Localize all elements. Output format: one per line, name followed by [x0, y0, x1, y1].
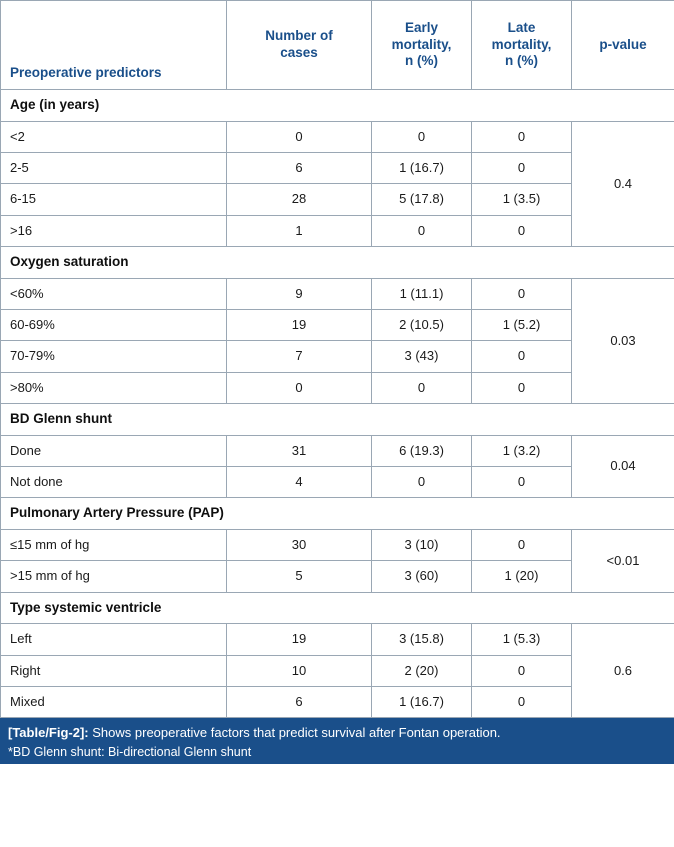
- header-text-pvalue: p-value: [599, 36, 647, 52]
- cell-cases: 10: [227, 655, 372, 686]
- table-body: [1, 90, 674, 718]
- header-text-cases-line2: cases: [280, 45, 318, 60]
- caption-footnote: *BD Glenn shunt: Bi-directional Glenn shunt: [8, 744, 252, 759]
- column-header-predictors: [1, 1, 227, 90]
- cell-cases: 4: [227, 466, 372, 497]
- cell-early: 2 (10.5): [372, 310, 472, 341]
- cell-pvalue: 0.03: [572, 278, 674, 403]
- header-text-cases-line1: Number of: [265, 28, 333, 44]
- cell-late: 0: [472, 686, 572, 717]
- cell-late: 0: [472, 466, 572, 497]
- cell-cases: 28: [227, 184, 372, 215]
- cell-cases: 0: [227, 121, 372, 152]
- row-label: 6-15: [1, 184, 227, 215]
- cell-early: 0: [372, 372, 472, 403]
- section-title: Type systemic ventricle: [1, 592, 674, 624]
- cell-early: 3 (10): [372, 530, 472, 561]
- header-text-early-line3: n (%): [405, 53, 438, 69]
- cell-late: 0: [472, 530, 572, 561]
- column-header-cases: [227, 1, 372, 90]
- cell-late: 0: [472, 278, 572, 309]
- cell-cases: 19: [227, 310, 372, 341]
- header-text-late-line1: Late: [507, 19, 536, 35]
- row-label: Right: [1, 655, 227, 686]
- row-label: ≤15 mm of hg: [1, 530, 227, 561]
- caption-label: [Table/Fig-2]:: [8, 725, 89, 741]
- table-header: [1, 1, 674, 90]
- cell-cases: 6: [227, 153, 372, 184]
- row-label: <60%: [1, 278, 227, 309]
- cell-cases: 6: [227, 686, 372, 717]
- cell-early: 3 (15.8): [372, 624, 472, 655]
- cell-pvalue: 0.04: [572, 435, 674, 498]
- section-row: [1, 403, 674, 435]
- caption-text: Shows preoperative factors that predict survival after Fontan operation.: [92, 725, 501, 741]
- row-label: >16: [1, 215, 227, 246]
- cell-early: 1 (16.7): [372, 686, 472, 717]
- cell-early: 6 (19.3): [372, 435, 472, 466]
- cell-late: 0: [472, 341, 572, 372]
- table-caption: [0, 718, 674, 763]
- cell-cases: 19: [227, 624, 372, 655]
- header-text-predictors: Preoperative predictors: [10, 65, 162, 81]
- cell-early: 1 (16.7): [372, 153, 472, 184]
- column-header-pvalue: [572, 1, 674, 90]
- table-row: [1, 530, 674, 561]
- section-row: [1, 246, 674, 278]
- cell-early: 5 (17.8): [372, 184, 472, 215]
- cell-cases: 31: [227, 435, 372, 466]
- cell-early: 1 (11.1): [372, 278, 472, 309]
- cell-late: 1 (3.5): [472, 184, 572, 215]
- section-title: Pulmonary Artery Pressure (PAP): [1, 498, 674, 530]
- row-label: 70-79%: [1, 341, 227, 372]
- table-row: [1, 624, 674, 655]
- section-row: [1, 90, 674, 122]
- header-text-late-line2: mortality,: [491, 36, 552, 52]
- section-row: [1, 592, 674, 624]
- row-label: >80%: [1, 372, 227, 403]
- cell-early: 0: [372, 466, 472, 497]
- cell-cases: 30: [227, 530, 372, 561]
- column-header-early-mortality: [372, 1, 472, 90]
- cell-late: 1 (5.3): [472, 624, 572, 655]
- cell-late: 0: [472, 153, 572, 184]
- cell-pvalue: 0.4: [572, 121, 674, 246]
- column-header-late-mortality: [472, 1, 572, 90]
- section-row: [1, 498, 674, 530]
- row-label: Mixed: [1, 686, 227, 717]
- row-label: Done: [1, 435, 227, 466]
- cell-cases: 5: [227, 561, 372, 592]
- cell-late: 1 (5.2): [472, 310, 572, 341]
- header-text-early-line2: mortality,: [391, 36, 452, 52]
- cell-pvalue: <0.01: [572, 530, 674, 593]
- row-label: >15 mm of hg: [1, 561, 227, 592]
- cell-cases: 1: [227, 215, 372, 246]
- header-row: [1, 1, 674, 90]
- cell-late: 1 (3.2): [472, 435, 572, 466]
- cell-late: 0: [472, 372, 572, 403]
- section-title: Oxygen saturation: [1, 246, 674, 278]
- header-text-late-line3: n (%): [505, 53, 538, 69]
- cell-early: 2 (20): [372, 655, 472, 686]
- row-label: <2: [1, 121, 227, 152]
- cell-early: 0: [372, 215, 472, 246]
- section-title: Age (in years): [1, 90, 674, 122]
- header-text-early-line1: Early: [404, 19, 439, 35]
- cell-early: 3 (43): [372, 341, 472, 372]
- table-row: [1, 435, 674, 466]
- section-title: BD Glenn shunt: [1, 403, 674, 435]
- table-row: [1, 121, 674, 152]
- row-label: Not done: [1, 466, 227, 497]
- cell-pvalue: 0.6: [572, 624, 674, 718]
- cell-early: 3 (60): [372, 561, 472, 592]
- cell-early: 0: [372, 121, 472, 152]
- cell-cases: 0: [227, 372, 372, 403]
- cell-late: 1 (20): [472, 561, 572, 592]
- row-label: 60-69%: [1, 310, 227, 341]
- cell-cases: 9: [227, 278, 372, 309]
- row-label: Left: [1, 624, 227, 655]
- row-label: 2-5: [1, 153, 227, 184]
- table-row: [1, 278, 674, 309]
- cell-late: 0: [472, 655, 572, 686]
- cell-late: 0: [472, 215, 572, 246]
- cell-cases: 7: [227, 341, 372, 372]
- cell-late: 0: [472, 121, 572, 152]
